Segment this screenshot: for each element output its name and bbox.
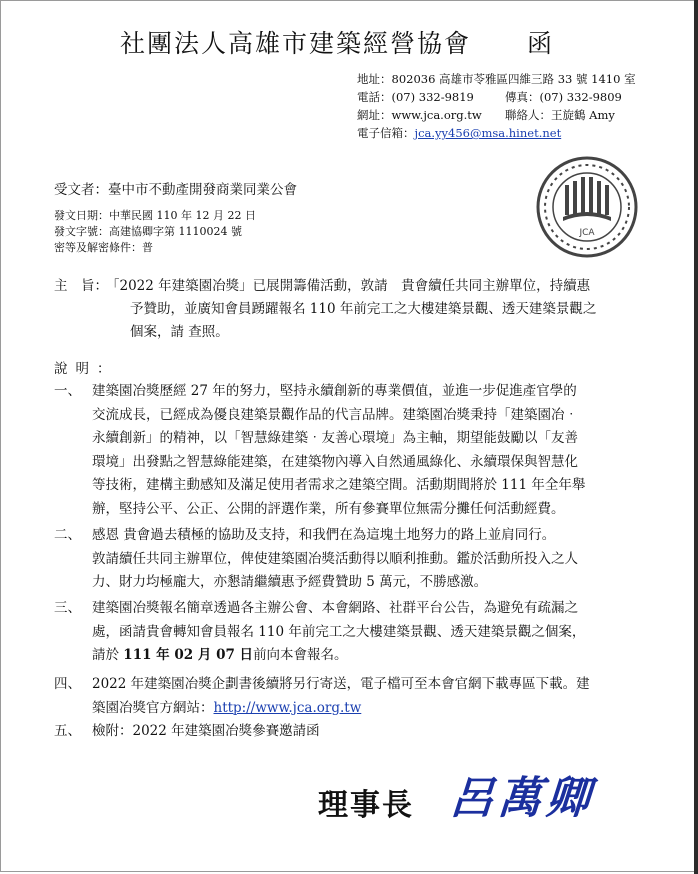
letter-header-title xyxy=(120,24,554,60)
subject-line-1: 「2022 年建築園冶獎」已展開籌備活動，敦請 貴會續任共同主辦單位，持續惠 xyxy=(106,278,591,294)
recipient: 受文者：臺中市不動產開發商業同業公會 xyxy=(54,182,297,198)
item-line: 建築園冶獎報名簡章透過各主辦公會、本會網路、社群平台公告，為避免有疏漏之 xyxy=(92,600,578,616)
secrecy-level: 密等及解密條件：普 xyxy=(54,241,153,254)
contact-person: 聯絡人：王旋鶴 Amy xyxy=(505,108,615,122)
org-name: 社團法人高雄市建築經營協會 xyxy=(120,29,472,58)
official-website-link[interactable]: http://www.jca.org.tw xyxy=(213,699,362,716)
description-label: 說明： xyxy=(54,361,119,377)
item-number: 五、 xyxy=(54,723,81,739)
item-line: 交流成長，已經成為優良建築景觀作品的代言品牌。建築園冶獎秉持「建築園冶‧ xyxy=(92,406,578,423)
item-line: 處，函請貴會轉知會員報名 110 年前完工之大樓建築景觀、透天建築景觀之個案， xyxy=(92,623,586,640)
subject-line-2: 予贊助，並廣知會員踴躍報名 110 年前完工之大樓建築景觀、透天建築景觀之 xyxy=(130,301,597,317)
association-seal-icon xyxy=(535,155,639,259)
registration-deadline: 111 年 02 月 07 日 xyxy=(123,647,254,663)
item-line: 請於 xyxy=(92,647,124,663)
contact-block xyxy=(357,70,636,142)
item-line-tail: 前向本會報名。 xyxy=(253,647,348,663)
subject-line-3: 個案，請 查照。 xyxy=(130,324,229,340)
item-line: 永續創新」的精神，以「智慧綠建築‧友善心環境」為主軸，期望能鼓勵以「友善 xyxy=(92,430,578,446)
subject-label: 主 旨： xyxy=(54,278,108,294)
item-line: 檢附：2022 年建築園冶獎參賽邀請函 xyxy=(92,723,320,739)
document-meta xyxy=(54,208,256,256)
item-body xyxy=(92,673,654,720)
website: 網址：www.jca.org.tw xyxy=(357,108,482,122)
item-line: 等技術，建構主動感知及滿足使用者需求之建築空間。活動期間將於 111 年全年舉 xyxy=(92,477,586,493)
item-line: 築園冶獎官方網站： xyxy=(92,699,214,716)
phone: 電話：(07) 332-9819 xyxy=(357,90,474,104)
item-line: 建築園冶獎歷經 27 年的努力，堅持永續創新的專業價值，並進一步促進產官學的 xyxy=(92,383,577,399)
email-link[interactable]: jca.yy456@msa.hinet.net xyxy=(414,126,562,140)
item-number: 一、 xyxy=(54,383,81,399)
address: 地址：802036 高雄市苓雅區四維三路 33 號 1410 室 xyxy=(357,72,636,86)
item-line: 環境」出發點之智慧綠能建築，在建築物內導入自然通風綠化、永續環保與智慧化 xyxy=(92,453,578,470)
window-edge xyxy=(694,0,698,874)
email-label: 電子信箱： xyxy=(357,126,415,140)
item-line: 敦請續任共同主辦單位，俾使建築園冶獎活動得以順利推動。鑑於活動所投入之人 xyxy=(92,550,578,567)
chairman-title: 理事長 xyxy=(318,788,414,823)
fax: 傳真：(07) 332-9809 xyxy=(505,90,622,104)
item-body xyxy=(92,524,654,595)
item-number: 四、 xyxy=(54,676,81,692)
seal-center-text: JCA xyxy=(579,228,595,238)
item-body xyxy=(92,720,654,744)
chairman-signature-stamp: 呂萬卿 xyxy=(447,773,596,824)
item-body xyxy=(92,380,654,521)
item-number: 二、 xyxy=(54,527,81,543)
document-type: 函 xyxy=(527,29,555,58)
item-number: 三、 xyxy=(54,600,81,616)
item-line-with-url xyxy=(92,697,654,721)
item-line: 感恩 貴會過去積極的協助及支持，和我們在為這塊土地努力的路上並肩同行。 xyxy=(92,527,556,543)
issue-date: 發文日期：中華民國 110 年 12 月 22 日 xyxy=(54,209,256,222)
item-line: 力、財力均極龐大，亦懇請繼續惠予經費贊助 5 萬元，不勝感激。 xyxy=(92,574,488,590)
item-body xyxy=(92,597,654,668)
item-line: 辦，堅持公平、公正、公開的評選作業，所有參賽單位無需分攤任何活動經費。 xyxy=(92,500,565,517)
item-line: 2022 年建築園冶獎企劃書後續將另行寄送，電子檔可至本會官網下載專區下載。建 xyxy=(92,676,590,692)
document-number: 發文字號：高建協卿字第 1110024 號 xyxy=(54,225,242,238)
subject-text xyxy=(104,275,652,344)
item-line-with-deadline xyxy=(92,644,654,668)
